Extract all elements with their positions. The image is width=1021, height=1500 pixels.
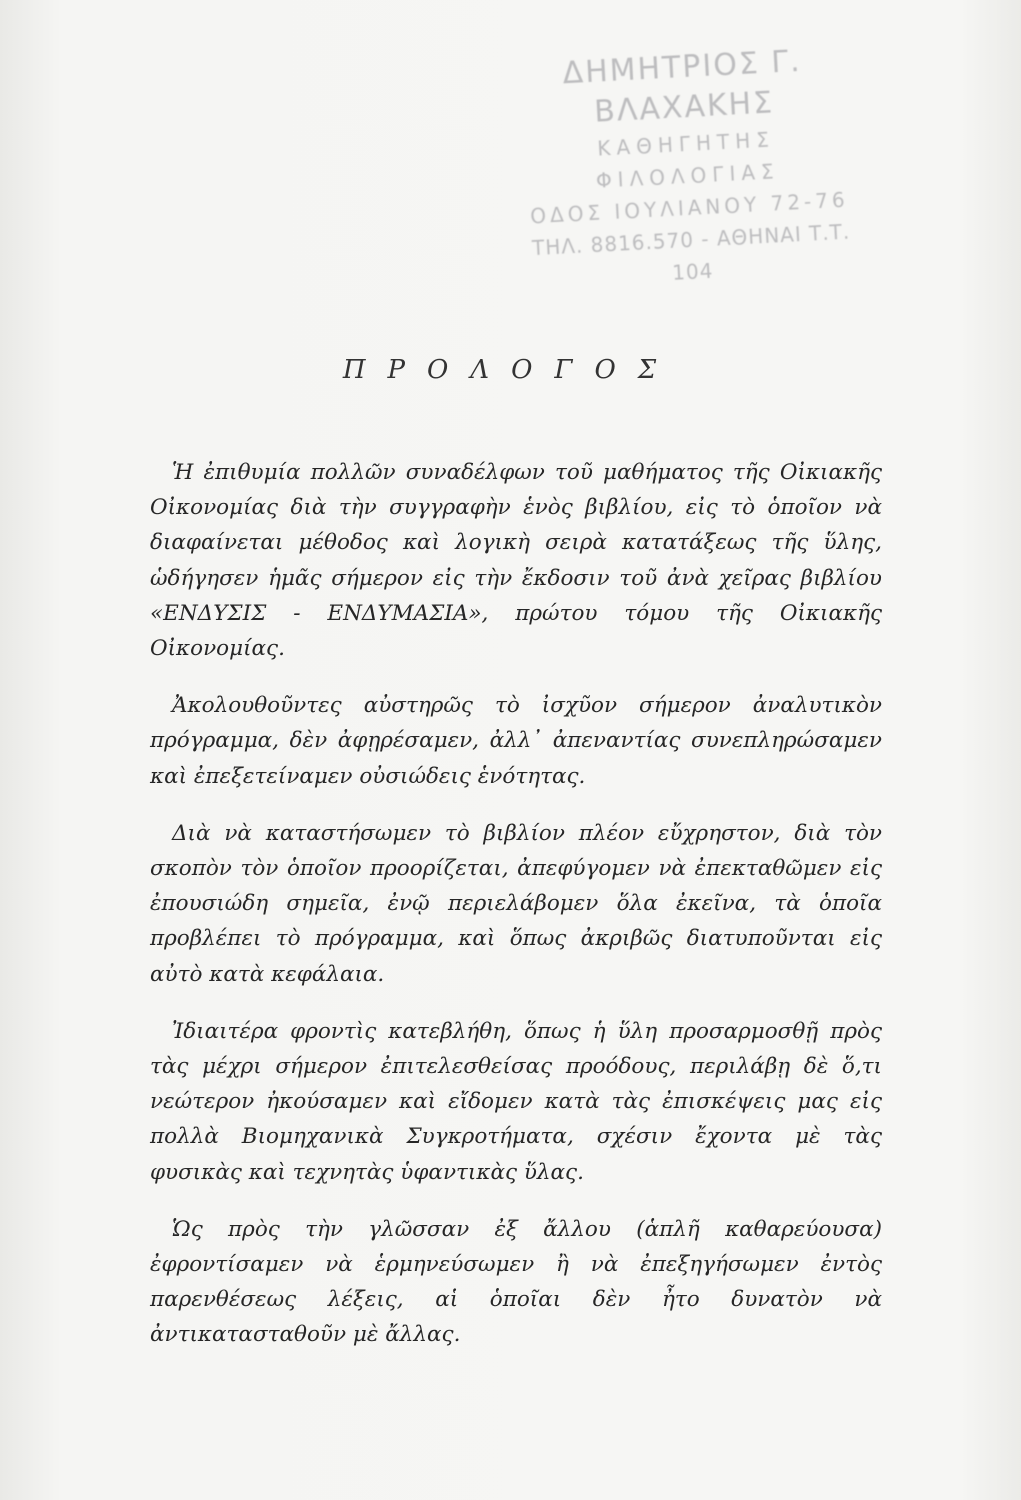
paragraph: Ἰδιαιτέρα φροντὶς κατεβλήθη, ὅπως ἡ ὕλη προσαρμοσθῇ πρὸς τὰς μέχρι σήμερον ἐπιτελεσθείσας προόδους, περιλάβῃ δὲ ὅ,τι νεώτερον ἠκούσαμεν καὶ εἴδομεν κατὰ τὰς ἐπισκέψεις μας εἰς πολλὰ Βιομηχανικὰ Συγκροτήματα, σχέσιν ἔχοντα μὲ τὰς φυσικὰς καὶ τεχνητὰς ὑφαντικὰς ὕλας. — [150, 1018, 882, 1185]
paragraph: Ἡ ἐπιθυμία πολλῶν συναδέλφων τοῦ μαθήματος τῆς Οἰκιακῆς Οἰκονομίας διὰ τὴν συγγραφὴν ἑνὸς βιβλίου, εἰς τὸ ὁποῖον νὰ διαφαίνεται μέθοδος καὶ λογικὴ σειρὰ κατατάξεως τῆς ὕλης, ὡδήγησεν ἡμᾶς σήμερον εἰς τὴν ἔκδοσιν τοῦ ἀνὰ χεῖρας βιβλίου «ΕΝΔΥΣΙΣ - ΕΝΔΥΜΑΣΙΑ», πρώτου τόμου τῆς Οἰκιακῆς Οἰκονομίας. — [150, 460, 882, 662]
paragraph: Διὰ νὰ καταστήσωμεν τὸ βιβλίον πλέον εὔχρηστον, διὰ τὸν σκοπὸν τὸν ὁποῖον προορίζεται, ἀπεφύγομεν νὰ ἐπεκταθῶμεν εἰς ἐπουσιώδη σημεῖα, ἐνῷ περιελάβομεν ὅλα ἐκεῖνα, τὰ ὁποῖα προβλέπει τὸ πρόγραμμα, καὶ ὅπως ἀκριβῶς διατυποῦνται εἰς αὐτὸ κατὰ κεφάλαια. — [150, 820, 882, 987]
preface-body — [150, 455, 882, 1375]
paragraph: Ἀκολουθοῦντες αὐστηρῶς τὸ ἰσχῦον σήμερον ἀναλυτικὸν πρόγραμμα, δὲν ἀφῃρέσαμεν, ἀλλ᾽ ἀπεναντίας συνεπληρώσαμεν καὶ ἐπεξετείναμεν οὐσιώδεις ἑνότητας. — [150, 693, 882, 789]
stamp-name: ΔΗΜΗΤΡΙΟΣ Γ. ΒΛΑΧΑΚΗΣ — [561, 43, 803, 130]
stamp-phone: ΤΗΛ. 8816.570 - ΑΘΗΝΑΙ Τ.Τ. 104 — [531, 219, 851, 285]
page-title: ΠΡΟΛΟΓΟΣ — [342, 355, 679, 385]
paragraph: Ὡς πρὸς τὴν γλῶσσαν ἐξ ἄλλου (ἁπλῆ καθαρεύουσα) ἐφροντίσαμεν νὰ ἑρμηνεύσωμεν ἢ νὰ ἐπεξηγήσωμεν ἐντὸς παρενθέσεως λέξεις, αἱ ὁποῖαι δὲν ἦτο δυνατὸν νὰ ἀντικατασταθοῦν μὲ ἄλλας. — [150, 1216, 882, 1348]
owner-stamp — [501, 39, 868, 285]
stamp-title: ΚΑΘΗΓΗΤΗΣ ΦΙΛΟΛΟΓΙΑΣ — [595, 127, 781, 193]
stamp-address: ΟΔΟΣ ΙΟΥΛΙΑΝΟΥ 72-76 — [529, 187, 850, 229]
